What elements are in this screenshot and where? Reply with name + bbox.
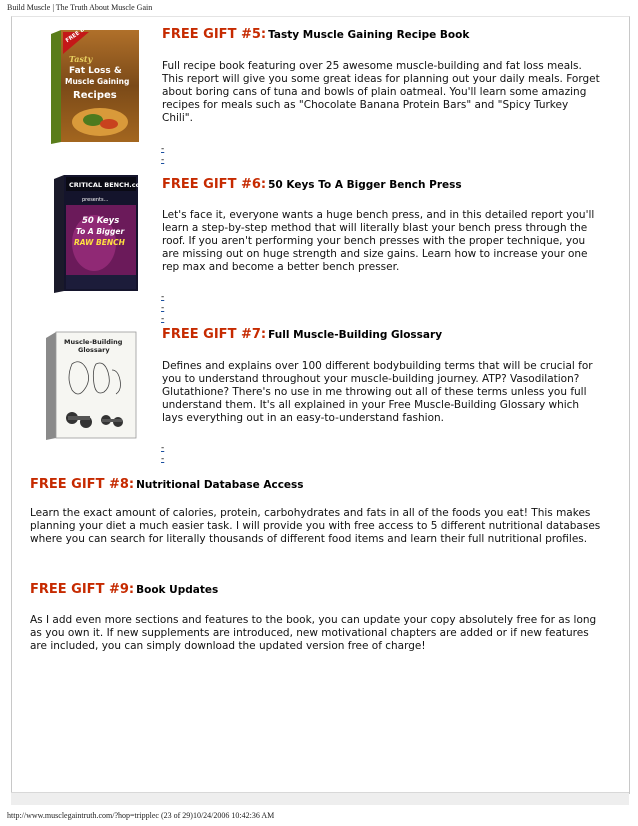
- glossary-book-cover: [42, 330, 140, 442]
- gift-5-name: Tasty Muscle Gaining Recipe Book: [268, 29, 470, 41]
- gift-5-description: Full recipe book featuring over 25 awesome muscle-building and fat loss meals. This report will give you some great ideas for planning out your daily meals. Forget about boring cans of tuna and bowls of plain oatmeal. You'll learn some amazing recipes for meals such as "Chocolate Banana Protein Bars" and "Spicy Turkey Chili".: [162, 60, 600, 124]
- svg-text:Tasty: Tasty: [69, 54, 93, 64]
- gift-6-link-1[interactable]: -: [161, 292, 165, 302]
- gift-7-description: Defines and explains over 100 different bodybuilding terms that will be crucial for you to understand throughout your muscle-building journey. ATP? Vasodilation? Glutathione? There's no use in me throwing out all of these terms unless you full understand them. It's all explained in your Free Muscle-Building Glossary which lays everything out in an easy-to-understand fashion.: [162, 360, 593, 424]
- gift-7-link-1[interactable]: -: [161, 443, 165, 453]
- bench-press-book-cover: [52, 175, 140, 293]
- gift-7-link-2[interactable]: -: [161, 454, 165, 464]
- svg-text:50 Keys: 50 Keys: [82, 216, 120, 226]
- gift-6-description: Let's face it, everyone wants a huge bench press, and in this detailed report you'll learn a step-by-step method that will literally blast your bench press through the roof. If you aren't performing your bench presses with the proper technique, you are missing out on huge strength and size gains. Learn how to increase your one rep max and become a better bench presser.: [162, 209, 595, 273]
- svg-text:To A Bigger: To A Bigger: [76, 227, 125, 236]
- svg-text:RAW BENCH: RAW BENCH: [74, 238, 125, 247]
- gift-5-link-1[interactable]: -: [161, 144, 165, 154]
- gift-5-title: FREE GIFT #5: Tasty Muscle Gaining Recipe Book: [162, 27, 470, 42]
- cover-badge-text: FREE: [64, 30, 81, 45]
- page-header-title: Build Muscle | The Truth About Muscle Gain: [7, 3, 153, 12]
- horizontal-scrollbar[interactable]: [11, 792, 629, 805]
- svg-text:presents...: presents...: [82, 197, 109, 203]
- svg-text:Muscle-Building: Muscle-Building: [64, 338, 123, 346]
- gift-9-name: Book Updates: [136, 584, 219, 596]
- gift-6-link-2[interactable]: -: [161, 303, 165, 313]
- svg-text:Recipes: Recipes: [73, 90, 117, 101]
- gift-7-name: Full Muscle-Building Glossary: [268, 329, 443, 341]
- gift-6-link-3[interactable]: -: [161, 314, 165, 324]
- page-footer-url: http://www.musclegaintruth.com/?hop=tripplec (23 of 29)10/24/2006 10:42:36 AM: [7, 811, 275, 820]
- gift-6-title: FREE GIFT #6: 50 Keys To A Bigger Bench Press: [162, 177, 462, 192]
- gift-5-link-2[interactable]: -: [161, 155, 165, 165]
- svg-text:Muscle Gaining: Muscle Gaining: [65, 77, 130, 86]
- gift-9-title: FREE GIFT #9: Book Updates: [30, 582, 219, 597]
- gift-6-name: 50 Keys To A Bigger Bench Press: [268, 179, 462, 191]
- gift-8-name: Nutritional Database Access: [136, 479, 304, 491]
- svg-text:Fat Loss &: Fat Loss &: [69, 66, 122, 76]
- recipe-book-cover: [45, 28, 145, 146]
- gift-9-description: As I add even more sections and features to the book, you can update your copy absolutely free for as long as you own it. If new supplements are introduced, new motivational chapters are added or if new features are included, you can simply download the updated version free of charge!: [30, 614, 597, 652]
- gift-8-title: FREE GIFT #8: Nutritional Database Access: [30, 477, 304, 492]
- gift-7-title: FREE GIFT #7: Full Muscle-Building Glossary: [162, 327, 443, 342]
- gift-8-description: Learn the exact amount of calories, protein, carbohydrates and fats in all of the foods you eat! This makes planning your diet a much easier task. I will provide you with free access to 5 different nutritional databases where you can search for literally thousands of different food items and learn their full nutritional profiles.: [30, 507, 601, 545]
- cover-brand: CRITICAL BENCH.com: [69, 181, 140, 189]
- svg-text:Glossary: Glossary: [78, 346, 110, 354]
